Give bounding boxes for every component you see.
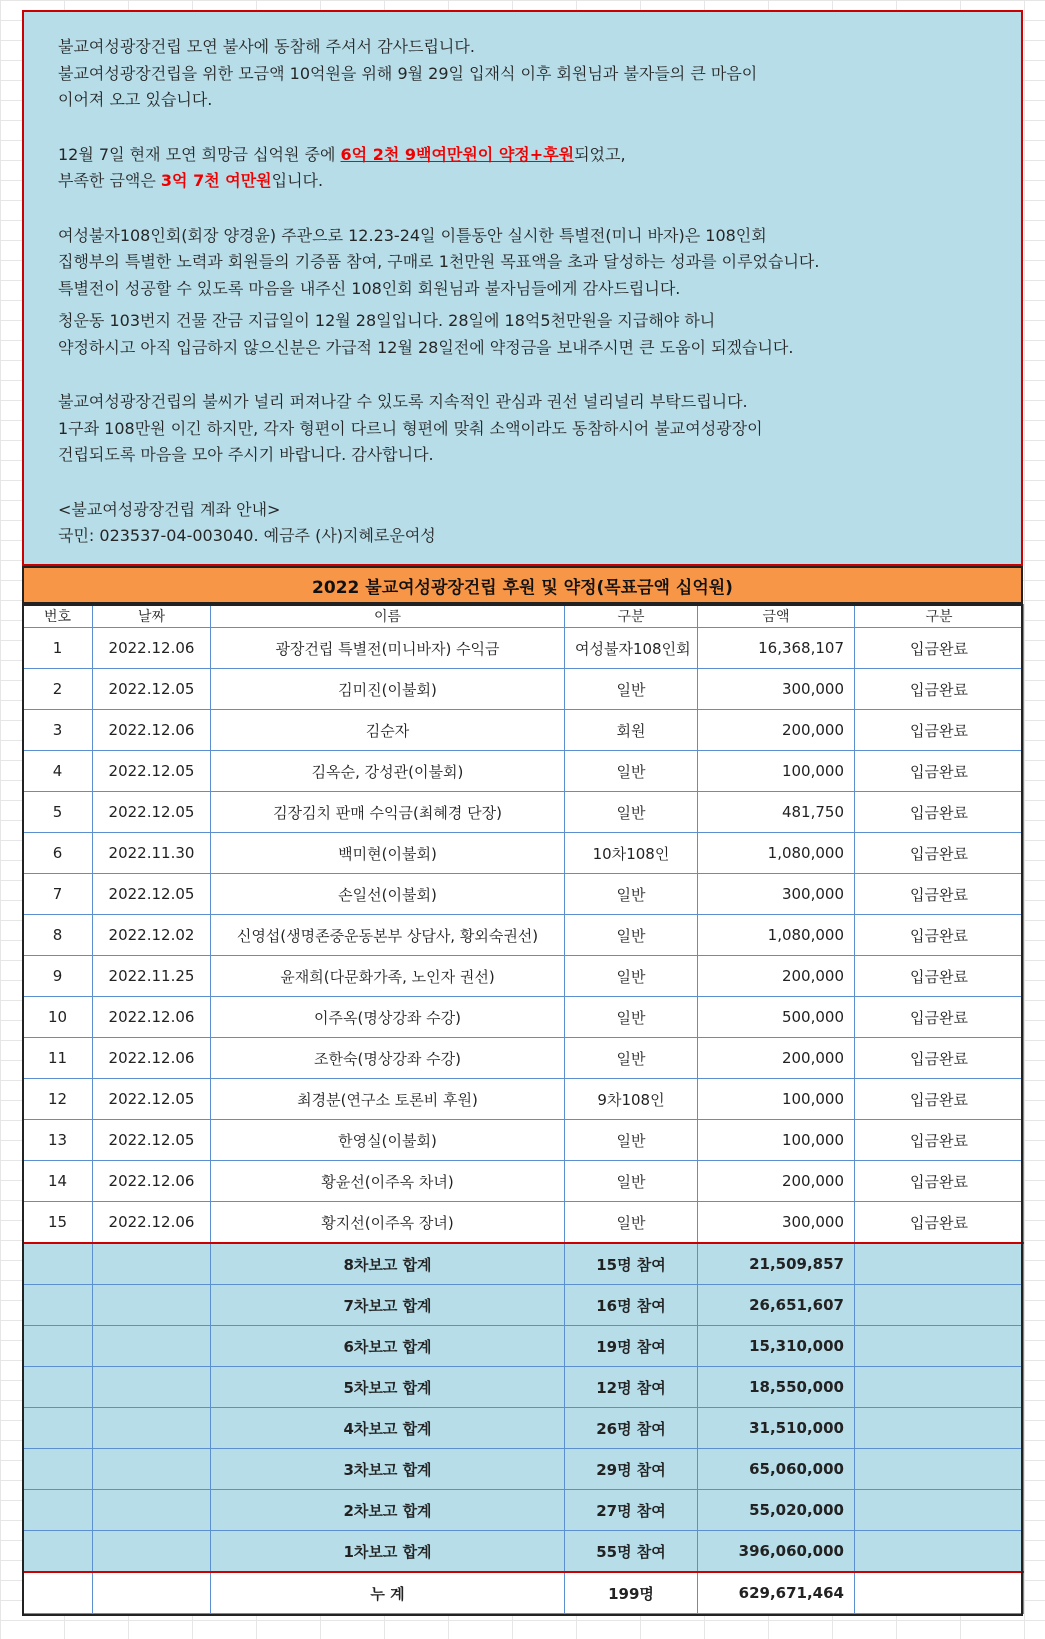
empty-cell (23, 1285, 93, 1326)
header-row (23, 605, 1024, 628)
row-status: 입금완료 (855, 1120, 1024, 1161)
empty-cell (93, 1531, 211, 1573)
summary-amount: 21,509,857 (698, 1243, 855, 1285)
row-name: 조한숙(명상강좌 수강) (211, 1038, 565, 1079)
summary-amount: 31,510,000 (698, 1408, 855, 1449)
summary-label: 5차보고 합계 (211, 1367, 565, 1408)
summary-amount: 26,651,607 (698, 1285, 855, 1326)
row-category: 일반 (565, 792, 698, 833)
empty-cell (855, 1531, 1024, 1573)
row-date: 2022.12.05 (93, 751, 211, 792)
row-date: 2022.12.05 (93, 874, 211, 915)
table-row (23, 1202, 1024, 1244)
row-date: 2022.12.05 (93, 792, 211, 833)
row-amount: 300,000 (698, 874, 855, 915)
summary-count: 12명 참여 (565, 1367, 698, 1408)
table-row (23, 628, 1024, 669)
empty-cell (93, 1243, 211, 1285)
summary-row (23, 1367, 1024, 1408)
empty-cell (23, 1490, 93, 1531)
row-number: 7 (23, 874, 93, 915)
empty-cell (23, 1326, 93, 1367)
empty-cell (855, 1408, 1024, 1449)
row-number: 14 (23, 1161, 93, 1202)
table-row (23, 915, 1024, 956)
row-category: 일반 (565, 1038, 698, 1079)
row-number: 9 (23, 956, 93, 997)
row-amount: 16,368,107 (698, 628, 855, 669)
notice-panel (22, 10, 1023, 566)
row-status: 입금완료 (855, 628, 1024, 669)
summary-amount: 18,550,000 (698, 1367, 855, 1408)
notice-line: 집행부의 특별한 노력과 회원들의 기증품 참여, 구매로 1천만원 목표액을 초과 달성하는 성과를 이루었습니다. (58, 252, 820, 271)
empty-cell (23, 1408, 93, 1449)
row-category: 일반 (565, 956, 698, 997)
row-category: 회원 (565, 710, 698, 751)
empty-cell (855, 1490, 1024, 1531)
account-title: <불교여성광장건립 계좌 안내> (58, 499, 281, 519)
row-status: 입금완료 (855, 710, 1024, 751)
notice-line: 이어져 오고 있습니다. (58, 90, 213, 109)
empty-cell (855, 1367, 1024, 1408)
summary-row (23, 1326, 1024, 1367)
empty-cell (855, 1285, 1024, 1326)
row-category: 9차108인 (565, 1079, 698, 1120)
row-status: 입금완료 (855, 1038, 1024, 1079)
pledged-amount-highlight: 6억 2천 9백여만원이 약정+후원 (340, 144, 575, 164)
table-title: 2022 불교여성광장건립 후원 및 약정(목표금액 십억원) (22, 566, 1023, 604)
notice-line: 청운동 103번지 건물 잔금 지급일이 12월 28일입니다. 28일에 18억5천만원을 지급해야 하니 (58, 311, 716, 330)
row-amount: 300,000 (698, 1202, 855, 1244)
summary-label: 4차보고 합계 (211, 1408, 565, 1449)
row-number: 10 (23, 997, 93, 1038)
row-number: 1 (23, 628, 93, 669)
row-date: 2022.12.02 (93, 915, 211, 956)
row-date: 2022.12.06 (93, 628, 211, 669)
row-category: 일반 (565, 997, 698, 1038)
row-status: 입금완료 (855, 1161, 1024, 1202)
row-status: 입금완료 (855, 792, 1024, 833)
row-amount: 481,750 (698, 792, 855, 833)
total-count: 199명 (565, 1572, 698, 1614)
empty-cell (93, 1326, 211, 1367)
donations-table (22, 604, 1024, 1614)
row-date: 2022.12.06 (93, 1038, 211, 1079)
empty-cell (855, 1449, 1024, 1490)
header-cell: 이름 (211, 605, 565, 628)
empty-cell (93, 1449, 211, 1490)
summary-count: 55명 참여 (565, 1531, 698, 1573)
row-category: 일반 (565, 669, 698, 710)
summary-count: 19명 참여 (565, 1326, 698, 1367)
row-date: 2022.12.05 (93, 1079, 211, 1120)
summary-label: 3차보고 합계 (211, 1449, 565, 1490)
table-row (23, 1079, 1024, 1120)
summary-count: 15명 참여 (565, 1243, 698, 1285)
notice-line: 건립되도록 마음을 모아 주시기 바랍니다. 감사합니다. (58, 445, 434, 464)
account-info: 국민: 023537-04-003040. 예금주 (사)지혜로운여성 (58, 526, 436, 545)
row-name: 김옥순, 강성관(이불회) (211, 751, 565, 792)
header-cell: 구분 (565, 605, 698, 628)
row-number: 12 (23, 1079, 93, 1120)
summary-row (23, 1243, 1024, 1285)
row-category: 일반 (565, 1202, 698, 1244)
row-number: 5 (23, 792, 93, 833)
row-number: 6 (23, 833, 93, 874)
row-name: 김미진(이불회) (211, 669, 565, 710)
row-category: 일반 (565, 751, 698, 792)
notice-line: 1구좌 108만원 이긴 하지만, 각자 형편이 다르니 형편에 맞춰 소액이라도 동참하시어 불교여성광장이 (58, 418, 763, 438)
row-number: 13 (23, 1120, 93, 1161)
row-category: 일반 (565, 915, 698, 956)
summary-row (23, 1449, 1024, 1490)
row-status: 입금완료 (855, 874, 1024, 915)
row-amount: 1,080,000 (698, 833, 855, 874)
row-name: 백미현(이불회) (211, 833, 565, 874)
row-amount: 1,080,000 (698, 915, 855, 956)
notice-line: 여성불자108인회(회장 양경윤) 주관으로 12.23-24일 이틀동안 실시한 특별전(미니 바자)은 108인회 (58, 225, 767, 245)
row-date: 2022.12.06 (93, 1202, 211, 1244)
row-category: 일반 (565, 1161, 698, 1202)
empty-cell (855, 1326, 1024, 1367)
row-status: 입금완료 (855, 751, 1024, 792)
summary-count: 26명 참여 (565, 1408, 698, 1449)
table-row (23, 792, 1024, 833)
row-status: 입금완료 (855, 1202, 1024, 1244)
summary-row (23, 1285, 1024, 1326)
summary-label: 1차보고 합계 (211, 1531, 565, 1573)
header-cell: 번호 (23, 605, 93, 628)
row-name: 윤재희(다문화가족, 노인자 권선) (211, 956, 565, 997)
empty-cell (855, 1243, 1024, 1285)
table-row (23, 1161, 1024, 1202)
table-row (23, 751, 1024, 792)
empty-cell (93, 1285, 211, 1326)
row-number: 15 (23, 1202, 93, 1244)
row-amount: 100,000 (698, 1079, 855, 1120)
row-status: 입금완료 (855, 956, 1024, 997)
summary-row (23, 1531, 1024, 1573)
row-name: 최경분(연구소 토론비 후원) (211, 1079, 565, 1120)
summary-row (23, 1408, 1024, 1449)
row-name: 신영섭(생명존중운동본부 상담사, 황외숙권선) (211, 915, 565, 956)
row-date: 2022.12.06 (93, 710, 211, 751)
total-row (23, 1572, 1024, 1614)
table-row (23, 669, 1024, 710)
table-row (23, 956, 1024, 997)
empty-cell (93, 1490, 211, 1531)
empty-cell (855, 1572, 1024, 1614)
header-cell: 금액 (698, 605, 855, 628)
row-status: 입금완료 (855, 833, 1024, 874)
row-date: 2022.12.05 (93, 669, 211, 710)
row-name: 황윤선(이주옥 차녀) (211, 1161, 565, 1202)
empty-cell (23, 1243, 93, 1285)
summary-count: 27명 참여 (565, 1490, 698, 1531)
row-category: 여성불자108인회 (565, 628, 698, 669)
notice-line: 부족한 금액은 3억 7천 여만원입니다. (58, 171, 324, 190)
row-category: 일반 (565, 874, 698, 915)
row-date: 2022.12.05 (93, 1120, 211, 1161)
row-name: 광장건립 특별전(미니바자) 수익금 (211, 628, 565, 669)
summary-label: 7차보고 합계 (211, 1285, 565, 1326)
empty-cell (23, 1531, 93, 1573)
row-name: 이주옥(명상강좌 수강) (211, 997, 565, 1038)
notice-line: 불교여성광장건립 모연 불사에 동참해 주셔서 감사드립니다. (58, 37, 475, 56)
summary-count: 29명 참여 (565, 1449, 698, 1490)
row-date: 2022.11.30 (93, 833, 211, 874)
notice-line: 특별전이 성공할 수 있도록 마음을 내주신 108인회 회원님과 불자님들에게 감사드립니다. (58, 278, 681, 298)
empty-cell (23, 1449, 93, 1490)
empty-cell (23, 1572, 93, 1614)
row-amount: 100,000 (698, 751, 855, 792)
row-status: 입금완료 (855, 1079, 1024, 1120)
summary-amount: 396,060,000 (698, 1531, 855, 1573)
row-name: 손일선(이불회) (211, 874, 565, 915)
row-amount: 500,000 (698, 997, 855, 1038)
row-status: 입금완료 (855, 997, 1024, 1038)
empty-cell (93, 1572, 211, 1614)
table-row (23, 833, 1024, 874)
notice-line: 불교여성광장건립을 위한 모금액 10억원을 위해 9월 29일 입재식 이후 회원님과 불자들의 큰 마음이 (58, 63, 758, 83)
summary-count: 16명 참여 (565, 1285, 698, 1326)
row-status: 입금완료 (855, 915, 1024, 956)
row-name: 김순자 (211, 710, 565, 751)
row-status: 입금완료 (855, 669, 1024, 710)
row-name: 김장김치 판매 수익금(최혜경 단장) (211, 792, 565, 833)
table-row (23, 874, 1024, 915)
notice-line: 불교여성광장건립의 불씨가 널리 퍼져나갈 수 있도록 지속적인 관심과 권선 널리널리 부탁드립니다. (58, 392, 748, 411)
summary-amount: 55,020,000 (698, 1490, 855, 1531)
row-name: 황지선(이주옥 장녀) (211, 1202, 565, 1244)
row-number: 11 (23, 1038, 93, 1079)
table-row (23, 1038, 1024, 1079)
header-cell: 날짜 (93, 605, 211, 628)
row-name: 한영실(이불회) (211, 1120, 565, 1161)
summary-label: 6차보고 합계 (211, 1326, 565, 1367)
empty-cell (23, 1367, 93, 1408)
table-row (23, 997, 1024, 1038)
row-number: 4 (23, 751, 93, 792)
summary-label: 2차보고 합계 (211, 1490, 565, 1531)
row-number: 8 (23, 915, 93, 956)
summary-amount: 65,060,000 (698, 1449, 855, 1490)
row-amount: 300,000 (698, 669, 855, 710)
row-date: 2022.12.06 (93, 997, 211, 1038)
empty-cell (93, 1408, 211, 1449)
row-amount: 200,000 (698, 1038, 855, 1079)
row-amount: 200,000 (698, 710, 855, 751)
row-amount: 200,000 (698, 956, 855, 997)
row-date: 2022.12.06 (93, 1161, 211, 1202)
row-amount: 200,000 (698, 1161, 855, 1202)
row-number: 2 (23, 669, 93, 710)
summary-row (23, 1490, 1024, 1531)
table-row (23, 710, 1024, 751)
notice-line: 12월 7일 현재 모연 희망금 십억원 중에 6억 2천 9백여만원이 약정+후원되었고, (58, 144, 626, 164)
summary-label: 8차보고 합계 (211, 1243, 565, 1285)
header-cell: 구분 (855, 605, 1024, 628)
row-category: 일반 (565, 1120, 698, 1161)
shortfall-amount-highlight: 3억 7천 여만원 (160, 171, 272, 190)
notice-line: 약정하시고 아직 입금하지 않으신분은 가급적 12월 28일전에 약정금을 보내주시면 큰 도움이 되겠습니다. (58, 337, 794, 357)
row-number: 3 (23, 710, 93, 751)
total-label: 누 계 (211, 1572, 565, 1614)
row-amount: 100,000 (698, 1120, 855, 1161)
total-amount: 629,671,464 (698, 1572, 855, 1614)
row-category: 10차108인 (565, 833, 698, 874)
summary-amount: 15,310,000 (698, 1326, 855, 1367)
row-date: 2022.11.25 (93, 956, 211, 997)
empty-cell (93, 1367, 211, 1408)
table-row (23, 1120, 1024, 1161)
